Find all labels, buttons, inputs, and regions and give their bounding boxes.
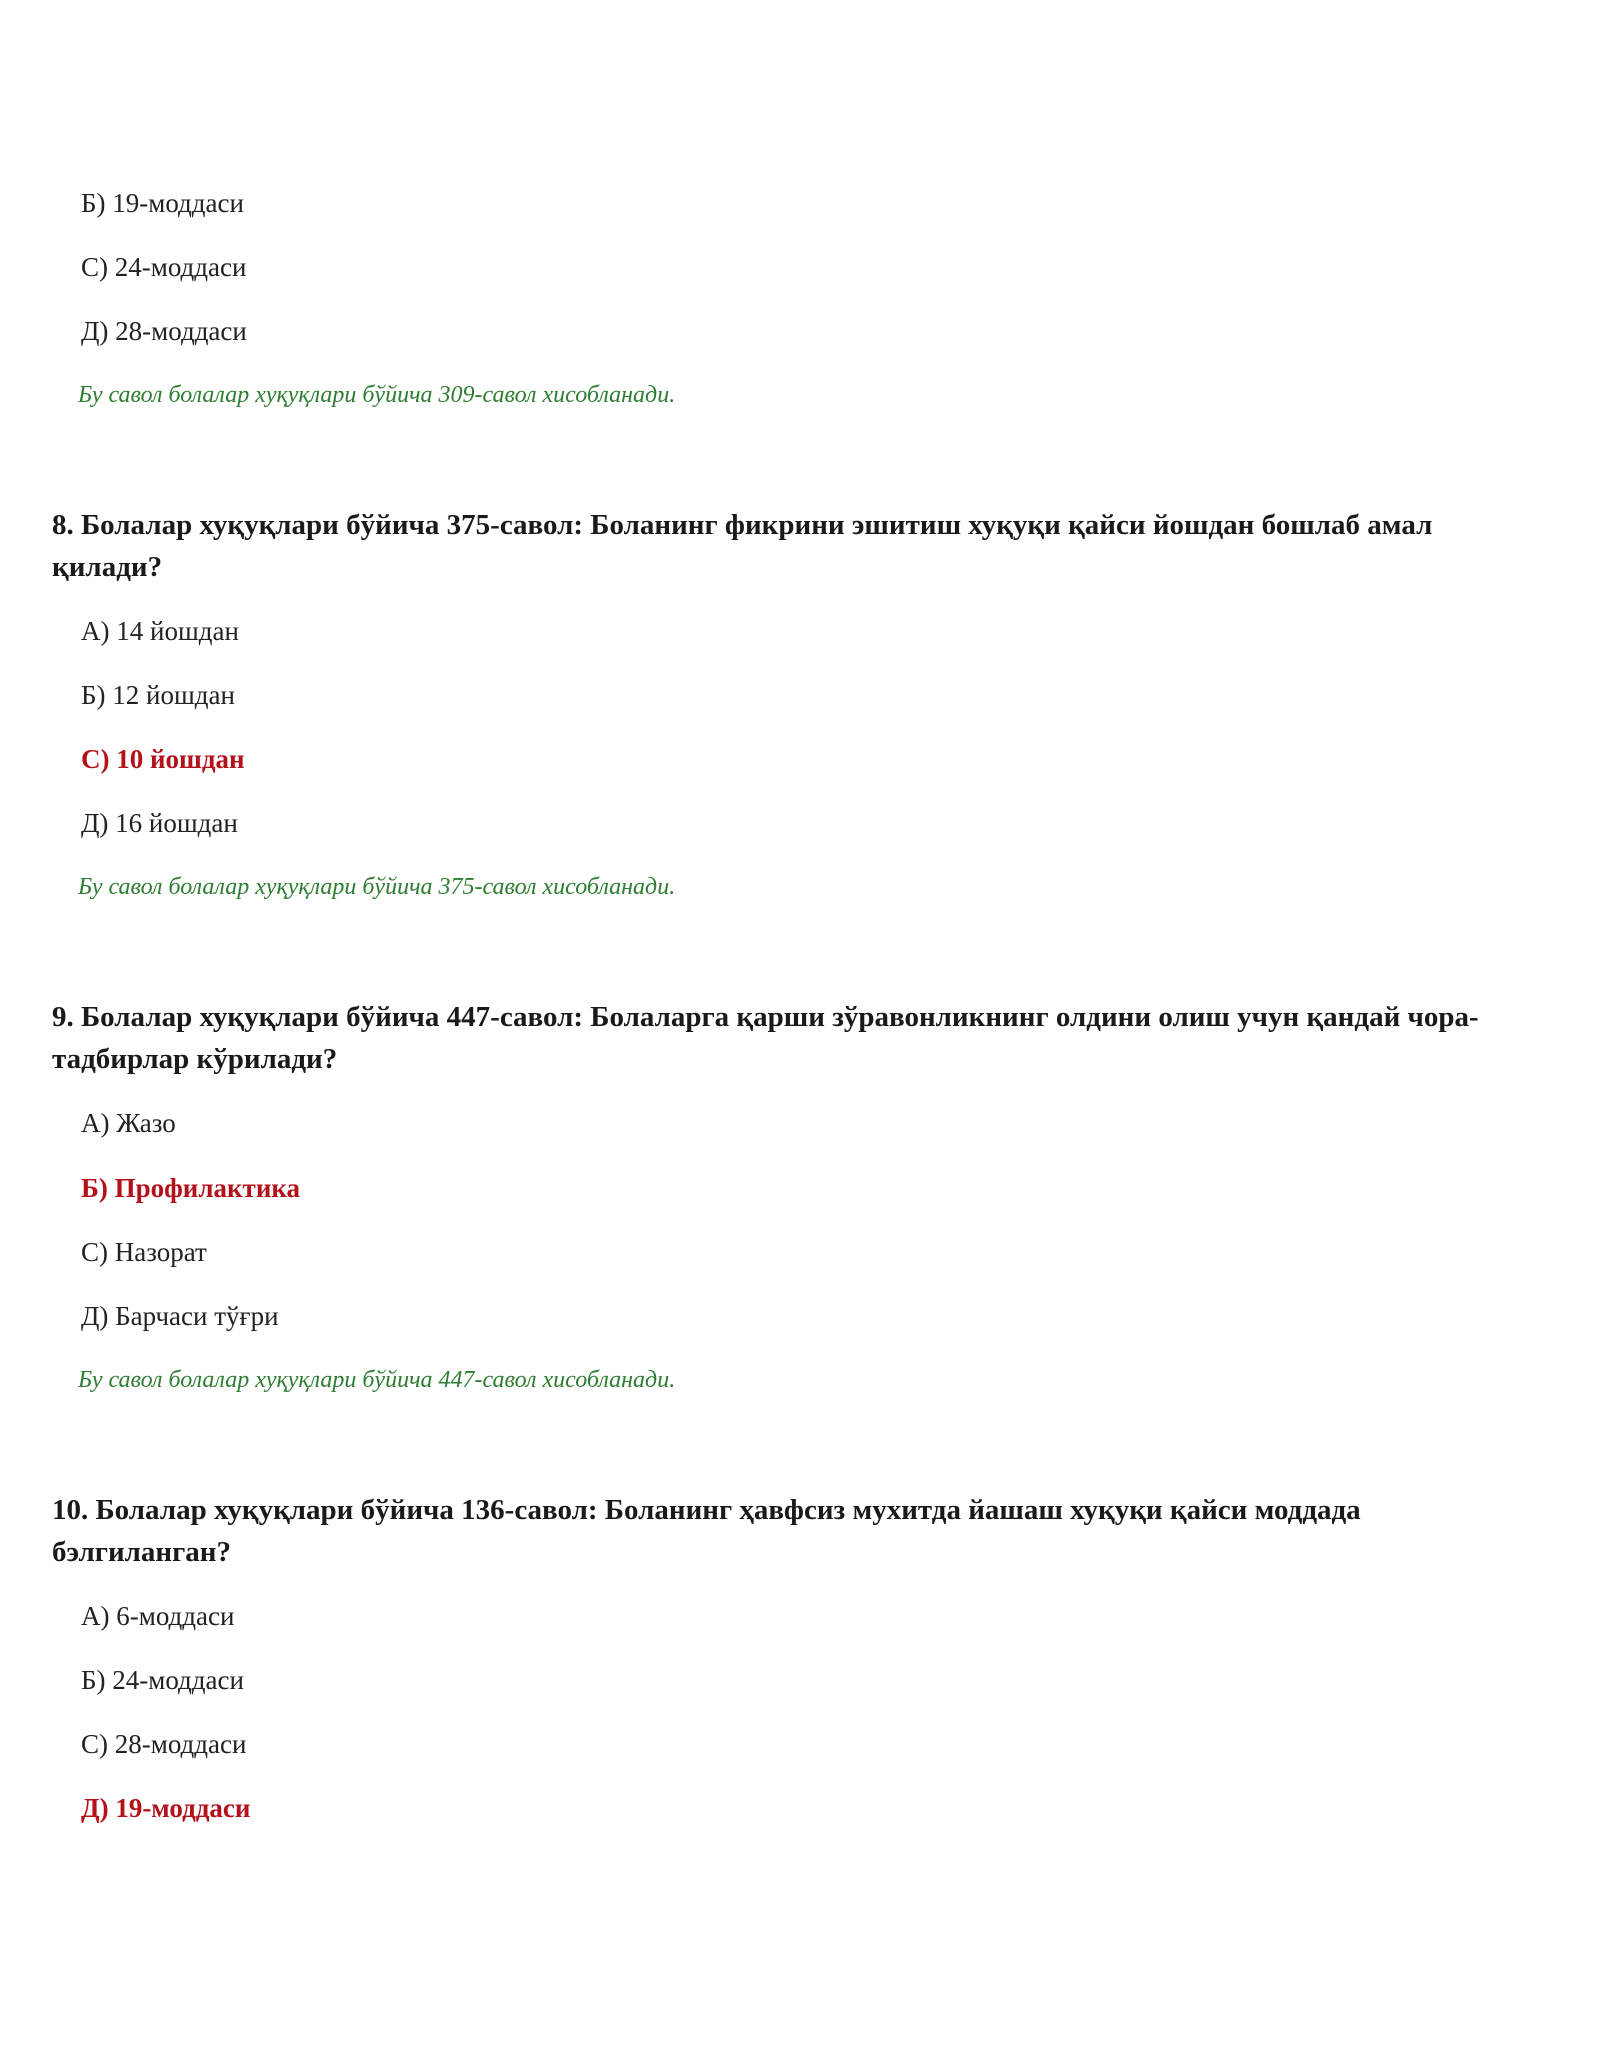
q7-note: Бу савол болалар хуқуқлари бўйича 309-савол хисобланади. xyxy=(78,382,676,408)
q9-option-d: Д) Барчаси тўғри xyxy=(81,1301,279,1331)
q9-option-b-correct: Б) Профилактика xyxy=(81,1173,301,1203)
q10-option-c: С) 28-моддаси xyxy=(81,1729,247,1759)
q7-option-b: Б) 19-моддаси xyxy=(81,188,244,218)
q9-question: 9. Болалар хуқуқлари бўйича 447-савол: Болаларга қарши зўравонликнинг олдини олиш учун қандай чора-тадбирлар кўрилади? xyxy=(52,1001,1479,1075)
q10-option-a: А) 6-моддаси xyxy=(81,1601,235,1631)
q10-block xyxy=(52,1489,1532,1573)
q8-note: Бу савол болалар хуқуқлари бўйича 375-савол хисобланади. xyxy=(78,874,676,900)
q8-option-c-correct: С) 10 йошдан xyxy=(81,744,245,774)
q10-question: 10. Болалар хуқуқлари бўйича 136-савол: Боланинг ҳавфсиз мухитда йашаш хуқуқи қайси моддада бэлгиланган? xyxy=(52,1494,1361,1568)
q8-option-d: Д) 16 йошдан xyxy=(81,808,238,838)
q9-note: Бу савол болалар хуқуқлари бўйича 447-савол хисобланади. xyxy=(78,1367,676,1393)
q10-option-b: Б) 24-моддаси xyxy=(81,1665,244,1695)
q9-option-c: С) Назорат xyxy=(81,1237,207,1267)
q7-option-d: Д) 28-моддаси xyxy=(81,316,247,346)
q8-option-a: А) 14 йошдан xyxy=(81,616,239,646)
q8-question: 8. Болалар хуқуқлари бўйича 375-савол: Боланинг фикрини эшитиш хуқуқи қайси йошдан бошлаб амал қилади? xyxy=(52,509,1433,583)
q10-option-d-correct: Д) 19-моддаси xyxy=(81,1793,251,1823)
q7-option-c: С) 24-моддаси xyxy=(81,252,247,282)
q9-block xyxy=(52,996,1532,1080)
q8-option-b: Б) 12 йошдан xyxy=(81,680,235,710)
q8-block xyxy=(52,504,1532,588)
q9-option-a: А) Жазо xyxy=(81,1108,176,1138)
